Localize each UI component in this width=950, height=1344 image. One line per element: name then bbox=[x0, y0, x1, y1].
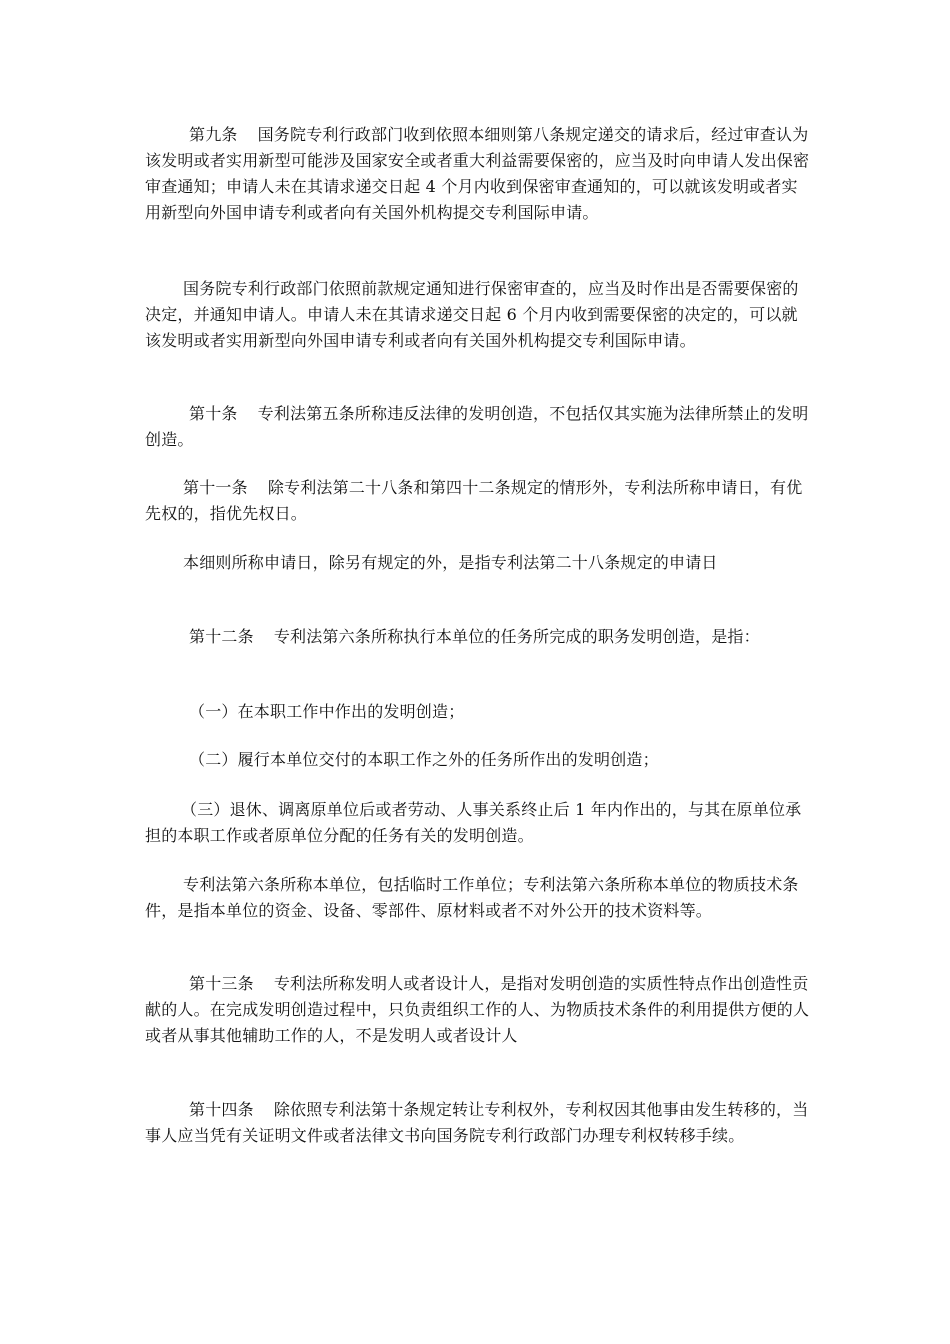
list-item-3 bbox=[145, 797, 811, 849]
article-11-second-paragraph bbox=[145, 550, 811, 576]
list-item-text: （二）履行本单位交付的本职工作之外的任务所作出的发明创造； bbox=[189, 750, 659, 769]
paragraph-body: 专利法第六条所称本单位，包括临时工作单位；专利法第六条所称本单位的物质技术条件，是指本单位的资金、设备、零部件、原材料或者不对外公开的技术资料等。 bbox=[145, 875, 799, 920]
article-10-paragraph bbox=[145, 401, 811, 453]
article-heading: 第十四条 bbox=[189, 1100, 254, 1119]
article-heading: 第十二条 bbox=[189, 627, 254, 646]
paragraph-body: 本细则所称申请日，除另有规定的外，是指专利法第二十八条规定的申请日 bbox=[183, 553, 718, 572]
article-11-paragraph bbox=[145, 475, 811, 527]
article-14-paragraph bbox=[145, 1097, 811, 1149]
list-item-2 bbox=[145, 747, 811, 773]
article-9-paragraph bbox=[145, 122, 811, 226]
article-body: 除专利法第二十八条和第四十二条规定的情形外，专利法所称申请日，有优先权的，指优先权日。 bbox=[145, 478, 803, 523]
list-item-text: （三）退休、调离原单位后或者劳动、人事关系终止后 1 年内作出的，与其在原单位承担的本职工作或者原单位分配的任务有关的发明创造。 bbox=[145, 800, 802, 845]
article-body: 专利法所称发明人或者设计人，是指对发明创造的实质性特点作出创造性贡献的人。在完成发明创造过程中，只负责组织工作的人、为物质技术条件的利用提供方便的人或者从事其他辅助工作的人，不是发明人或者设计人 bbox=[145, 974, 810, 1045]
article-body: 国务院专利行政部门收到依照本细则第八条规定递交的请求后，经过审查认为该发明或者实用新型可能涉及国家安全或者重大利益需要保密的，应当及时向申请人发出保密审查通知；申请人未在其请求递交日起 4 个月内收到保密审查通知的，可以就该发明或者实用新型向外国申请专利或者向有关国外机构提交专利国际申请。 bbox=[145, 125, 810, 222]
list-item-1 bbox=[145, 699, 811, 725]
article-body: 除依照专利法第十条规定转让专利权外，专利权因其他事由发生转移的，当事人应当凭有关证明文件或者法律文书向国务院专利行政部门办理专利权转移手续。 bbox=[145, 1100, 809, 1145]
article-heading: 第十三条 bbox=[189, 974, 254, 993]
article-13-paragraph bbox=[145, 971, 811, 1049]
article-heading: 第十条 bbox=[189, 404, 238, 423]
article-heading: 第十一条 bbox=[183, 478, 248, 497]
article-body: 专利法第六条所称执行本单位的任务所完成的职务发明创造，是指： bbox=[273, 627, 760, 646]
article-9-second-paragraph bbox=[145, 276, 811, 354]
article-12-paragraph bbox=[145, 624, 811, 650]
article-12-definition-paragraph bbox=[145, 872, 811, 924]
list-item-text: （一）在本职工作中作出的发明创造； bbox=[189, 702, 465, 721]
paragraph-body: 国务院专利行政部门依照前款规定通知进行保密审查的，应当及时作出是否需要保密的决定，并通知申请人。申请人未在其请求递交日起 6 个月内收到需要保密的决定的，可以就该发明或者实用新型向外国申请专利或者向有关国外机构提交专利国际申请。 bbox=[145, 279, 799, 350]
article-body: 专利法第五条所称违反法律的发明创造，不包括仅其实施为法律所禁止的发明创造。 bbox=[145, 404, 809, 449]
article-heading: 第九条 bbox=[189, 125, 238, 144]
